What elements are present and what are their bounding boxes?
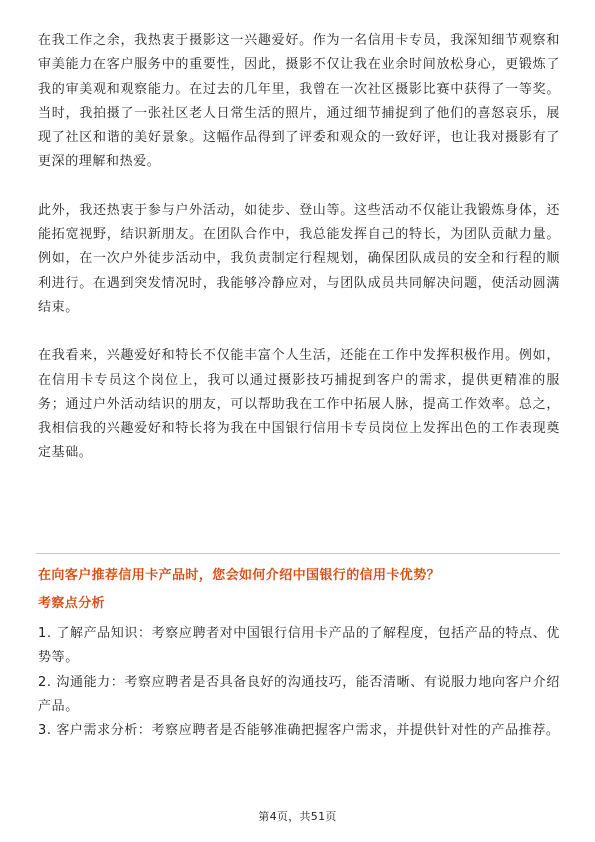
- paragraph-photography: 在我工作之余，我热衷于摄影这一兴趣爱好。作为一名信用卡专员，我深知细节观察和审美能力在客户服务中的重要性，因此，摄影不仅让我在业余时间放松身心，更锻炼了我的审美观和观察能力。在过去的几年里，我曾在一次社区摄影比赛中获得了一等奖。当时，我拍摄了一张社区老人日常生活的照片，通过细节捕捉到了他们的喜怒哀乐，展现了社区和谐的美好景象。这幅作品得到了评委和观众的一致好评，也让我对摄影有了更深的理解和热爱。: [38, 33, 560, 170]
- analysis-list: [38, 622, 560, 743]
- section-divider: [36, 553, 560, 554]
- paragraph-gap: [38, 320, 560, 344]
- analysis-heading: 考察点分析: [38, 596, 106, 611]
- interview-question: 在向客户推荐信用卡产品时，您会如何介绍中国银行的信用卡优势？: [38, 568, 441, 583]
- paragraph-gap: [38, 175, 560, 199]
- paragraph-conclusion: 在我看来，兴趣爱好和特长不仅能丰富个人生活，还能在工作中发挥积极作用。例如，在信用卡专员这个岗位上，我可以通过摄影技巧捕捉到客户的需求，提供更精准的服务；通过户外活动结识的朋友，可以帮助我在工作中拓展人脉，提高工作效率。总之，我相信我的兴趣爱好和特长将为我在中国银行信用卡专员岗位上发挥出色的工作表现奠定基础。: [38, 348, 560, 461]
- paragraph-outdoor: 此外，我还热衷于参与户外活动，如徒步、登山等。这些活动不仅能让我锻炼身体，还能拓宽视野，结识新朋友。在团队合作中，我总能发挥自己的特长，为团队贡献力量。例如，在一次户外徒步活动中，我负责制定行程规划，确保团队成员的安全和行程的顺利进行。在遇到突发情况时，我能够冷静应对，与团队成员共同解决问题，使活动圆满结束。: [38, 202, 560, 315]
- page-number: 第4页，共51页: [258, 810, 337, 823]
- analysis-item-communication: 2. 沟通能力：考察应聘者是否具备良好的沟通技巧，能否清晰、有说服力地向客户介绍产品。: [38, 674, 560, 714]
- analysis-item-customer-needs: 3. 客户需求分析：考察应聘者是否能够准确把握客户需求，并提供针对性的产品推荐。: [38, 723, 560, 739]
- analysis-item-product-knowledge: 1. 了解产品知识：考察应聘者对中国银行信用卡产品的了解程度，包括产品的特点、优势等。: [38, 626, 560, 666]
- body-text: [38, 29, 560, 466]
